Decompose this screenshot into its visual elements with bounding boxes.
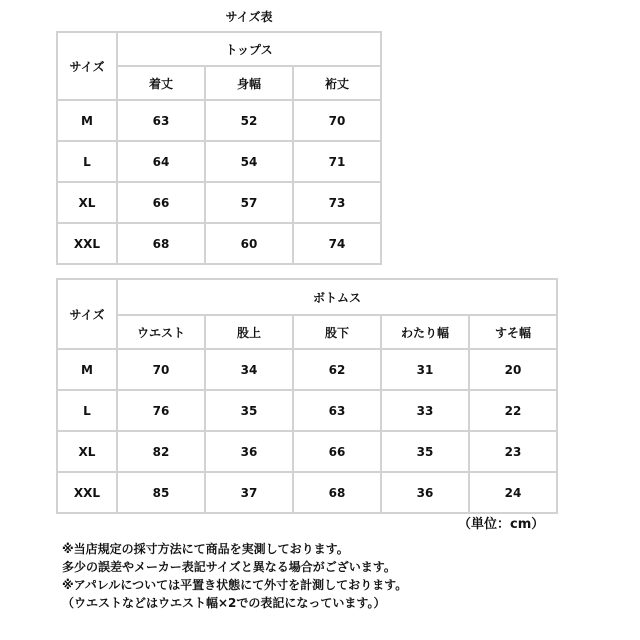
note-line: ※当店規定の採寸方法にて商品を実測しております。 (62, 542, 349, 556)
tops-column-header: 裄丈 (293, 66, 381, 100)
size-label: XXL (57, 223, 117, 264)
table-cell: 20 (469, 349, 557, 390)
size-label: M (57, 349, 117, 390)
size-label: XXL (57, 472, 117, 513)
table-cell: 24 (469, 472, 557, 513)
table-cell: 22 (469, 390, 557, 431)
bottoms-column-header: 股上 (205, 315, 293, 349)
table-row (57, 431, 557, 472)
size-label: XL (57, 182, 117, 223)
table-cell: 64 (117, 141, 205, 182)
table-cell: 68 (117, 223, 205, 264)
table-cell: 36 (205, 431, 293, 472)
table-cell: 60 (205, 223, 293, 264)
table-row (57, 223, 381, 264)
note-line: （ウエストなどはウエスト幅×2での表記になっています。） (62, 596, 386, 610)
table-cell: 82 (117, 431, 205, 472)
note-line: 多少の誤差やメーカー表記サイズと異なる場合がございます。 (62, 560, 396, 574)
table-cell: 70 (117, 349, 205, 390)
note-line: ※アパレルについては平置き状態にて外寸を計測しております。 (62, 578, 408, 592)
table-row (57, 141, 381, 182)
bottoms-column-header: ウエスト (117, 315, 205, 349)
table-row (57, 390, 557, 431)
table-cell: 35 (381, 431, 469, 472)
table-cell: 63 (117, 100, 205, 141)
table-cell: 35 (205, 390, 293, 431)
size-label: L (57, 141, 117, 182)
table-cell: 66 (117, 182, 205, 223)
table-cell: 36 (381, 472, 469, 513)
table-cell: 31 (381, 349, 469, 390)
table-row (57, 100, 381, 141)
table-cell: 63 (293, 390, 381, 431)
tops-column-header: 身幅 (205, 66, 293, 100)
table-cell: 62 (293, 349, 381, 390)
table-cell: 71 (293, 141, 381, 182)
bottoms-column-header: すそ幅 (469, 315, 557, 349)
table-cell: 76 (117, 390, 205, 431)
tops-column-header: 着丈 (117, 66, 205, 100)
table-cell: 34 (205, 349, 293, 390)
table-cell: 73 (293, 182, 381, 223)
page-title: サイズ表 (225, 10, 273, 24)
table-cell: 23 (469, 431, 557, 472)
table-cell: 85 (117, 472, 205, 513)
notes-block (62, 540, 407, 612)
table-row (57, 182, 381, 223)
table-cell: 68 (293, 472, 381, 513)
tops-size-table (56, 31, 382, 265)
table-cell: 37 (205, 472, 293, 513)
bottoms-column-header: わたり幅 (381, 315, 469, 349)
table-cell: 57 (205, 182, 293, 223)
size-label: M (57, 100, 117, 141)
table-cell: 54 (205, 141, 293, 182)
size-label: L (57, 390, 117, 431)
table-row (57, 472, 557, 513)
table-row (57, 349, 557, 390)
size-label: XL (57, 431, 117, 472)
bottoms-size-header: サイズ (57, 279, 117, 349)
table-cell: 66 (293, 431, 381, 472)
table-cell: 33 (381, 390, 469, 431)
unit-label: （単位：cm） (458, 517, 545, 532)
bottoms-group-header: ボトムス (117, 279, 557, 315)
bottoms-column-header: 股下 (293, 315, 381, 349)
bottoms-size-table (56, 278, 558, 514)
table-cell: 52 (205, 100, 293, 141)
table-cell: 70 (293, 100, 381, 141)
tops-group-header: トップス (117, 32, 381, 66)
tops-size-header: サイズ (57, 32, 117, 100)
table-cell: 74 (293, 223, 381, 264)
